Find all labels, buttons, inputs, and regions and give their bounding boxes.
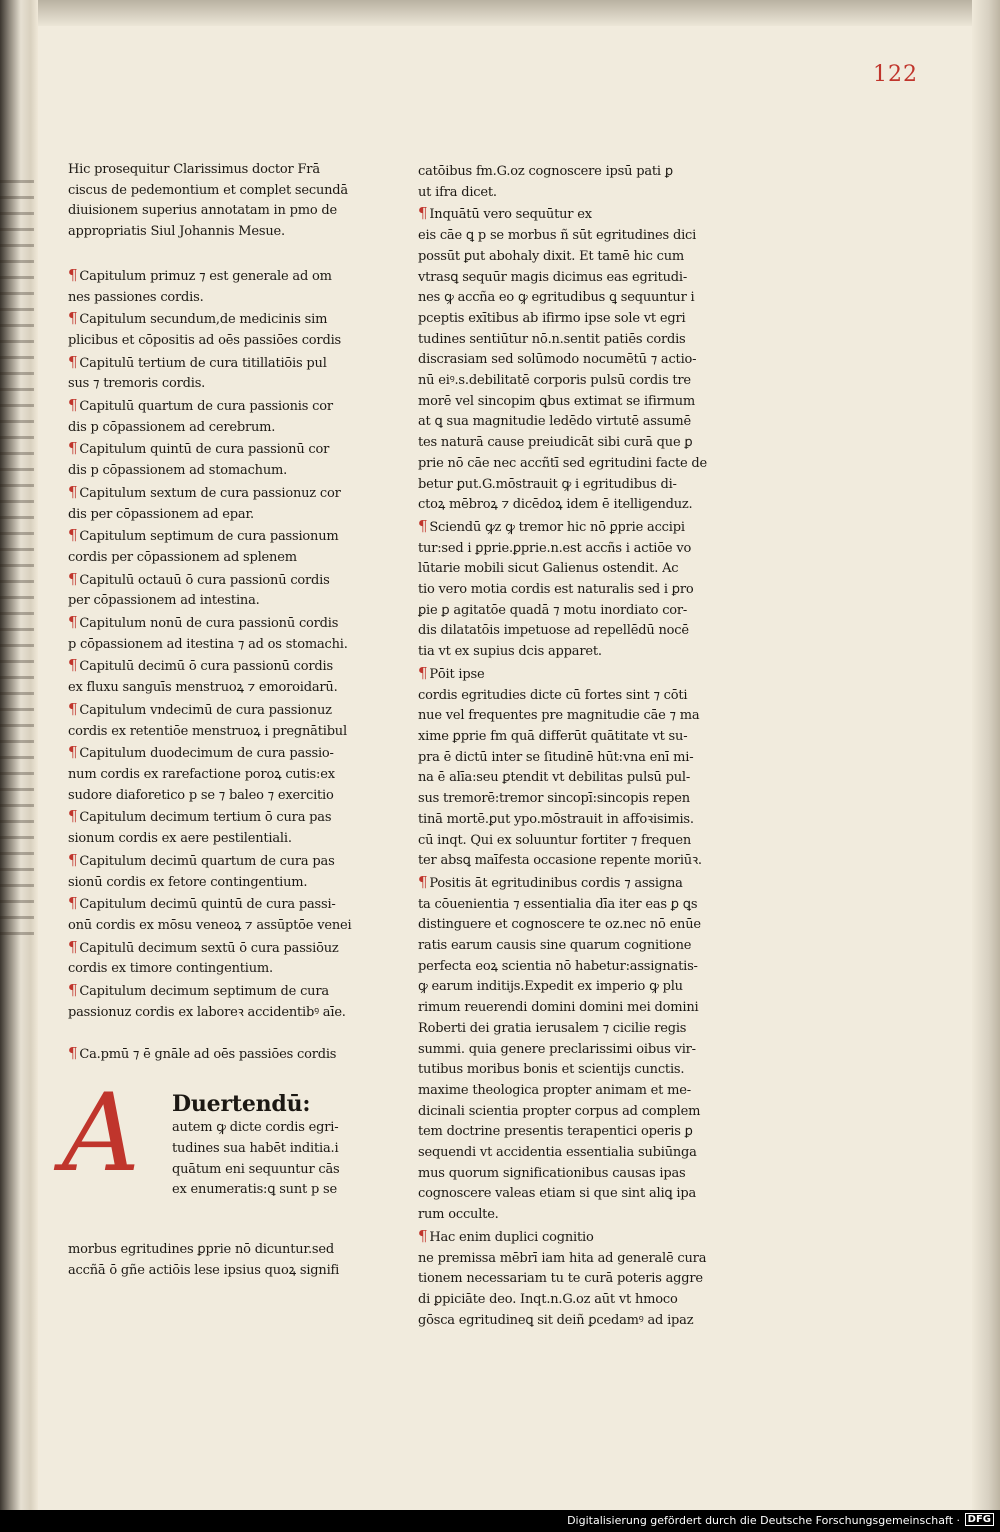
text-line xyxy=(418,936,730,957)
text-line xyxy=(418,475,730,496)
line-text: pra ē dictū inter se ſitudinē hūt:vna enī mi- xyxy=(418,749,694,765)
text-line xyxy=(418,162,730,183)
pilcrow-icon: ¶ xyxy=(418,204,428,223)
page-right-edge xyxy=(972,0,1000,1510)
pilcrow-icon: ¶ xyxy=(418,516,428,535)
text-line xyxy=(418,1081,730,1102)
line-text: discrasiam sed solūmodo nocumētū ⁊ actio- xyxy=(418,352,697,368)
line-text: catōibus fm.G.oz cognoscere ipsū pati ꝑ xyxy=(418,164,673,179)
line-text: ratis earum causis sine quarum cognitione xyxy=(418,938,692,954)
line-text: Capitulum decimum tertium ō cura pas xyxy=(79,810,332,826)
text-line xyxy=(68,181,368,202)
line-text: ut ifra dicet. xyxy=(418,184,497,200)
text-line xyxy=(418,642,730,663)
pilcrow-icon: ¶ xyxy=(68,981,78,1000)
line-text: eis cāe ꝗ p se morbus ñ sūt egritudines dici xyxy=(418,228,697,244)
text-line xyxy=(68,265,368,288)
line-text: dis p cōpassionem ad cerebrum. xyxy=(68,419,276,435)
pilcrow-icon: ¶ xyxy=(68,352,78,371)
text-line xyxy=(68,525,368,548)
text-line xyxy=(68,699,368,722)
text-line xyxy=(68,591,368,612)
line-text: possūt ꝑut abohaly dixit. Et tamē hic cum xyxy=(418,248,685,264)
text-line xyxy=(172,1139,340,1160)
text-line xyxy=(418,350,730,371)
line-text: sionum cordis ex aere pestilentiali. xyxy=(68,831,292,847)
line-text: Capitulum duodecimum de cura passio- xyxy=(79,746,334,762)
line-text: passionuz cordis ex laboreꝛ accidentibꝰ aīe. xyxy=(68,1004,346,1020)
illuminated-initial-block xyxy=(62,1071,368,1240)
line-text: Capitulum decimū quartum de cura pas xyxy=(79,853,335,869)
line-text: ctoꝝ mēbroꝝ ⁊ dicēdoꝝ idem ē itelligenduz. xyxy=(418,497,693,513)
line-text: dicinali scientia propter corpus ad complem xyxy=(418,1103,701,1119)
line-text: sudore diaforetico p se ⁊ baleo ⁊ exercitio xyxy=(68,787,334,803)
text-line xyxy=(418,727,730,748)
text-line xyxy=(68,569,368,592)
text-line xyxy=(418,601,730,622)
pilcrow-icon: ¶ xyxy=(68,807,78,826)
line-text: Hac enim duplici cognitio xyxy=(429,1229,594,1245)
line-text: Capitulum septimum de cura passionum xyxy=(79,529,339,545)
line-text: Hic prosequitur Clarissimus doctor Frā xyxy=(68,162,320,177)
text-line xyxy=(418,1143,730,1164)
line-text: Capitulum sextum de cura passionuz cor xyxy=(79,485,341,501)
text-line xyxy=(418,1311,730,1332)
text-line xyxy=(68,288,368,309)
text-line xyxy=(418,288,730,309)
line-text: cordis ex timore contingentium. xyxy=(68,961,273,977)
text-line xyxy=(68,742,368,765)
text-line xyxy=(418,957,730,978)
text-line xyxy=(418,1290,730,1311)
text-line xyxy=(68,893,368,916)
line-text: tia vt ex supius dcis apparet. xyxy=(418,644,602,660)
line-text: Roberti dei gratia ierusalem ⁊ cicilie regis xyxy=(418,1020,687,1036)
text-line xyxy=(68,308,368,331)
text-line xyxy=(172,1180,340,1201)
text-line xyxy=(418,495,730,516)
line-text: perfecta eoꝝ scientia nō habetur:assignatis- xyxy=(418,958,698,974)
line-text: tutibus moribus bonis et scientijs cunctis. xyxy=(418,1062,685,1078)
text-line xyxy=(68,916,368,937)
text-line xyxy=(68,1261,368,1282)
line-text: tur:sed i ꝑprie.ꝑprie.n.est accñs i actiōe vo xyxy=(418,540,692,556)
line-text: appropriatis Siul Johannis Mesue. xyxy=(68,224,285,240)
line-text: Capitulum decimum septimum de cura xyxy=(79,984,329,1000)
line-text: onū cordis ex mōsu veneoꝝ ⁊ assūptōe venei xyxy=(68,917,352,933)
line-text: Capitulū decimū ō cura passionū cordis xyxy=(79,659,333,675)
text-line xyxy=(68,873,368,894)
line-text: Capitulū tertium de cura titillatiōis pul xyxy=(79,355,327,371)
text-line xyxy=(418,1019,730,1040)
text-line xyxy=(172,1160,340,1181)
text-line xyxy=(68,548,368,569)
text-line xyxy=(68,722,368,743)
initial-letter: A xyxy=(62,1071,140,1197)
text-line xyxy=(172,1118,340,1139)
line-text: Positis āt egritudinibus cordis ⁊ assigna xyxy=(429,875,683,891)
line-text: sequendi vt accidentia essentialia subiūnga xyxy=(418,1145,697,1161)
line-text: ciscus de pedemontium et complet secundā xyxy=(68,182,348,198)
line-text: dis dilatatōis impetuose ad repellēdū nocē xyxy=(418,623,689,639)
text-line xyxy=(68,222,368,243)
footer-bar xyxy=(0,1510,1000,1532)
pilcrow-icon: ¶ xyxy=(68,1044,78,1063)
folio-number: 122 xyxy=(873,62,918,87)
line-text: Inquātū vero sequūtur ex xyxy=(429,207,592,223)
right-column xyxy=(418,162,730,1331)
line-text: Duertendū: xyxy=(172,1091,311,1118)
text-line xyxy=(68,352,368,375)
text-line xyxy=(68,786,368,807)
text-line xyxy=(68,980,368,1003)
line-text: Capitulum quintū de cura passionū cor xyxy=(79,442,330,458)
text-line xyxy=(418,268,730,289)
line-text: Capitulum primuz ⁊ est generale ad om xyxy=(79,268,332,284)
text-line xyxy=(172,1090,340,1118)
text-line xyxy=(418,226,730,247)
chapter-list xyxy=(68,265,368,1024)
text-line xyxy=(418,768,730,789)
text-line xyxy=(68,482,368,505)
text-line xyxy=(418,872,730,895)
line-text: at ꝗ sua magnitudie ledēdo virtutē assumē xyxy=(418,414,692,430)
text-line xyxy=(68,505,368,526)
text-line xyxy=(68,959,368,980)
line-text: Sciendū ꝙz ꝙ tremor hic nō ꝑprie accipi xyxy=(429,519,685,535)
line-text: tinā mortē.ꝑut ypo.mōstrauit in affoꝛisimis. xyxy=(418,811,694,827)
text-line xyxy=(68,937,368,960)
text-line xyxy=(68,850,368,873)
text-line xyxy=(68,612,368,635)
pilcrow-icon: ¶ xyxy=(68,743,78,762)
line-text: autem ꝙ dicte cordis egri- xyxy=(172,1120,339,1136)
text-line xyxy=(68,395,368,418)
text-line xyxy=(418,915,730,936)
line-text: Capitulum decimū quintū de cura passi- xyxy=(79,897,336,913)
line-text: ter absꝗ maīfesta occasione repente moriūꝛ. xyxy=(418,853,702,869)
text-line xyxy=(418,895,730,916)
text-line xyxy=(418,1184,730,1205)
line-text: Capitulū quartum de cura passionis cor xyxy=(79,399,333,415)
pilcrow-icon: ¶ xyxy=(68,396,78,415)
pilcrow-icon: ¶ xyxy=(68,894,78,913)
line-text: Capitulū decimum sextū ō cura passiōuz xyxy=(79,940,339,956)
text-line xyxy=(68,678,368,699)
pilcrow-icon: ¶ xyxy=(68,265,78,284)
line-text: nū eiꝰ.s.debilitatē corporis pulsū cordis tre xyxy=(418,373,691,389)
line-text: xime ꝑprie fm quā differūt quātitate vt su- xyxy=(418,728,688,744)
line-text: sus ⁊ tremoris cordis. xyxy=(68,376,206,392)
initial-text xyxy=(172,1090,340,1201)
line-text: betur ꝑut.G.mōstrauit ꝙ i egritudibus di- xyxy=(418,476,677,492)
text-line xyxy=(68,418,368,439)
text-line xyxy=(418,1164,730,1185)
text-line xyxy=(418,998,730,1019)
line-text: tio vero motia cordis est naturalis sed i ꝑro xyxy=(418,582,694,598)
text-line xyxy=(68,160,368,181)
line-text: ne premissa mēbrī iam hita ad generalē cura xyxy=(418,1250,707,1266)
line-text: per cōpassionem ad intestina. xyxy=(68,593,260,609)
text-line xyxy=(418,748,730,769)
text-line xyxy=(418,851,730,872)
text-line xyxy=(68,461,368,482)
text-line xyxy=(418,309,730,330)
book-spine xyxy=(0,0,38,1510)
text-line xyxy=(418,1226,730,1249)
text-line xyxy=(418,810,730,831)
line-text: Capitulū octauū ō cura passionū cordis xyxy=(79,572,330,588)
text-line xyxy=(418,1205,730,1226)
pilcrow-icon: ¶ xyxy=(68,526,78,545)
line-text: num cordis ex rarefactione poroꝝ cutis:ex xyxy=(68,766,335,782)
text-line xyxy=(68,765,368,786)
text-line xyxy=(418,1102,730,1123)
text-line xyxy=(68,201,368,222)
facing-page-text-edge xyxy=(0,180,34,940)
text-line xyxy=(418,454,730,475)
pilcrow-icon: ¶ xyxy=(68,937,78,956)
line-text: tudines sentiūtur nō.n.sentit patiēs cordis xyxy=(418,331,686,347)
left-column xyxy=(62,160,368,1282)
text-line xyxy=(418,539,730,560)
line-text: diuisionem superius annotatam in pmo de xyxy=(68,203,338,219)
line-text: Capitulum vndecimū de cura passionuz xyxy=(79,702,332,718)
line-text: nes passiones cordis. xyxy=(68,289,204,305)
line-text: ꝑie ꝑ agitatōe quadā ⁊ motu inordiato cor- xyxy=(418,602,688,618)
line-text: tudines sua habēt inditia.i xyxy=(172,1140,339,1156)
pilcrow-icon: ¶ xyxy=(418,872,428,891)
text-line xyxy=(418,183,730,204)
pilcrow-icon: ¶ xyxy=(68,699,78,718)
text-line xyxy=(418,1269,730,1290)
pilcrow-icon: ¶ xyxy=(418,663,428,682)
line-text: tes naturā cause preiudicāt sibi curā que ꝑ xyxy=(418,435,693,451)
dfg-logo: DFG xyxy=(965,1513,994,1526)
text-line xyxy=(68,331,368,352)
text-line xyxy=(68,1240,368,1261)
text-line xyxy=(68,829,368,850)
pilcrow-icon: ¶ xyxy=(68,656,78,675)
line-text: ex fluxu sanguīs menstruoꝝ ⁊ emoroidarū. xyxy=(68,680,338,696)
line-text: sus tremorē:tremor sincopī:sincopis repen xyxy=(418,791,690,807)
line-text: tem doctrine presentis terapentici operis ꝑ xyxy=(418,1124,693,1140)
line-text: ex enumeratis:ꝗ sunt p se xyxy=(172,1182,337,1198)
text-line xyxy=(418,247,730,268)
pilcrow-icon: ¶ xyxy=(68,569,78,588)
text-line xyxy=(418,559,730,580)
text-line xyxy=(418,1060,730,1081)
footer-credit: Digitalisierung gefördert durch die Deutsche Forschungsgemeinschaft · xyxy=(567,1514,960,1527)
line-text: p cōpassionem ad itestina ⁊ ad os stomachi. xyxy=(68,636,348,652)
line-text: maxime theologica propter animam et me- xyxy=(418,1082,691,1098)
line-text: di ꝑpiciāte deo. Inqt.n.G.oz aūt vt hmoco xyxy=(418,1291,678,1307)
line-text: summi. quia genere preclarissimi oibus vir- xyxy=(418,1041,696,1057)
chapter-heading: ¶ Ca.pmū ⁊ ē gnāle ad oēs passiōes cordis xyxy=(68,1044,337,1063)
text-line xyxy=(418,663,730,686)
text-continuation xyxy=(68,1240,368,1281)
text-line xyxy=(418,1249,730,1270)
line-text: quātum eni sequuntur cās xyxy=(172,1161,340,1177)
text-line xyxy=(68,635,368,656)
line-text: pceptis exītibus ab ifirmo ipse sole vt egri xyxy=(418,310,686,326)
pilcrow-icon: ¶ xyxy=(68,613,78,632)
line-text: Pōit ipse xyxy=(429,666,485,682)
line-text: Capitulum nonū de cura passionū cordis xyxy=(79,616,339,632)
pilcrow-icon: ¶ xyxy=(68,850,78,869)
line-text: gōsca egritudineꝗ sit deiñ ꝑcedamꝰ ad ipaz xyxy=(418,1312,694,1328)
text-line xyxy=(418,433,730,454)
line-text: sionū cordis ex fetore contingentium. xyxy=(68,874,308,890)
line-text: rimum reuerendi domini domini mei domini xyxy=(418,1000,699,1016)
text-line xyxy=(418,371,730,392)
text-line xyxy=(418,412,730,433)
line-text: dis per cōpassionem ad epar. xyxy=(68,506,254,522)
pilcrow-icon: ¶ xyxy=(68,309,78,328)
text-line xyxy=(68,438,368,461)
line-text: distinguere et cognoscere te oz.nec nō enūe xyxy=(418,917,701,933)
line-text: cordis per cōpassionem ad splenem xyxy=(68,549,297,565)
text-line xyxy=(418,621,730,642)
line-text: cū inqt. Qui ex soluuntur fortiter ⁊ frequen xyxy=(418,832,692,848)
line-text: morbus egritudines ꝑprie nō dicuntur.sed xyxy=(68,1242,335,1258)
line-text: cognoscere valeas etiam si que sint aliꝗ ipa xyxy=(418,1186,697,1202)
line-text: dis p cōpassionem ad stomachum. xyxy=(68,463,288,479)
line-text: lūtarie mobili sicut Galienus ostendit. Ac xyxy=(418,561,679,577)
line-text: rum occulte. xyxy=(418,1207,499,1223)
line-text: cordis ex retentiōe menstruoꝝ i pregnātibul xyxy=(68,723,347,739)
text-line xyxy=(418,977,730,998)
text-line xyxy=(418,789,730,810)
text-line xyxy=(418,203,730,226)
pilcrow-icon: ¶ xyxy=(418,1226,428,1245)
text-line xyxy=(418,392,730,413)
text-line xyxy=(68,655,368,678)
line-text: mus quorum significationibus causas ipas xyxy=(418,1165,686,1181)
line-text: tionem necessariam tu te curā poteris aggre xyxy=(418,1271,703,1287)
pilcrow-icon: ¶ xyxy=(68,439,78,458)
intro-paragraph xyxy=(68,160,368,243)
line-text: nue vel frequentes pre magnitudie cāe ⁊ ma xyxy=(418,708,700,724)
line-text: ta cōuenientia ⁊ essentialia dīa iter eas ꝑ ꝗs xyxy=(418,896,698,912)
line-text: Capitulum secundum,de medicinis sim xyxy=(79,312,328,328)
text-line xyxy=(68,374,368,395)
text-line xyxy=(418,1122,730,1143)
text-line xyxy=(418,706,730,727)
line-text: na ē alīa:seu ꝑtendit vt debilitas pulsū pul- xyxy=(418,770,691,786)
text-line xyxy=(68,806,368,829)
text-line xyxy=(418,686,730,707)
line-text: morē vel sincopim ꝗbus extimat se ifirmum xyxy=(418,393,696,409)
text-line xyxy=(418,831,730,852)
text-line xyxy=(418,330,730,351)
line-text: accñā ō gñe actiōis lese ipsius quoꝝ signifi xyxy=(68,1262,340,1278)
line-text: prie nō cāe nec accñtī sed egritudini facte de xyxy=(418,455,708,471)
text-line xyxy=(68,1003,368,1024)
text-line xyxy=(418,580,730,601)
page-top-edge xyxy=(38,0,1000,26)
pilcrow-icon: ¶ xyxy=(68,482,78,501)
text-line xyxy=(418,1040,730,1061)
line-text: ꝙ earum inditijs.Expedit ex imperio ꝙ plu xyxy=(418,979,683,995)
line-text: vtrasꝗ sequūr magis dicimus eas egritudi- xyxy=(418,269,688,285)
line-text: cordis egritudies dicte cū fortes sint ⁊ cōti xyxy=(418,687,688,703)
text-line xyxy=(418,516,730,539)
line-text: nes ꝙ accña eo ꝙ egritudibus ꝗ sequuntur i xyxy=(418,290,695,306)
line-text: plicibus et cōpositis ad oēs passiōes cordis xyxy=(68,332,341,348)
